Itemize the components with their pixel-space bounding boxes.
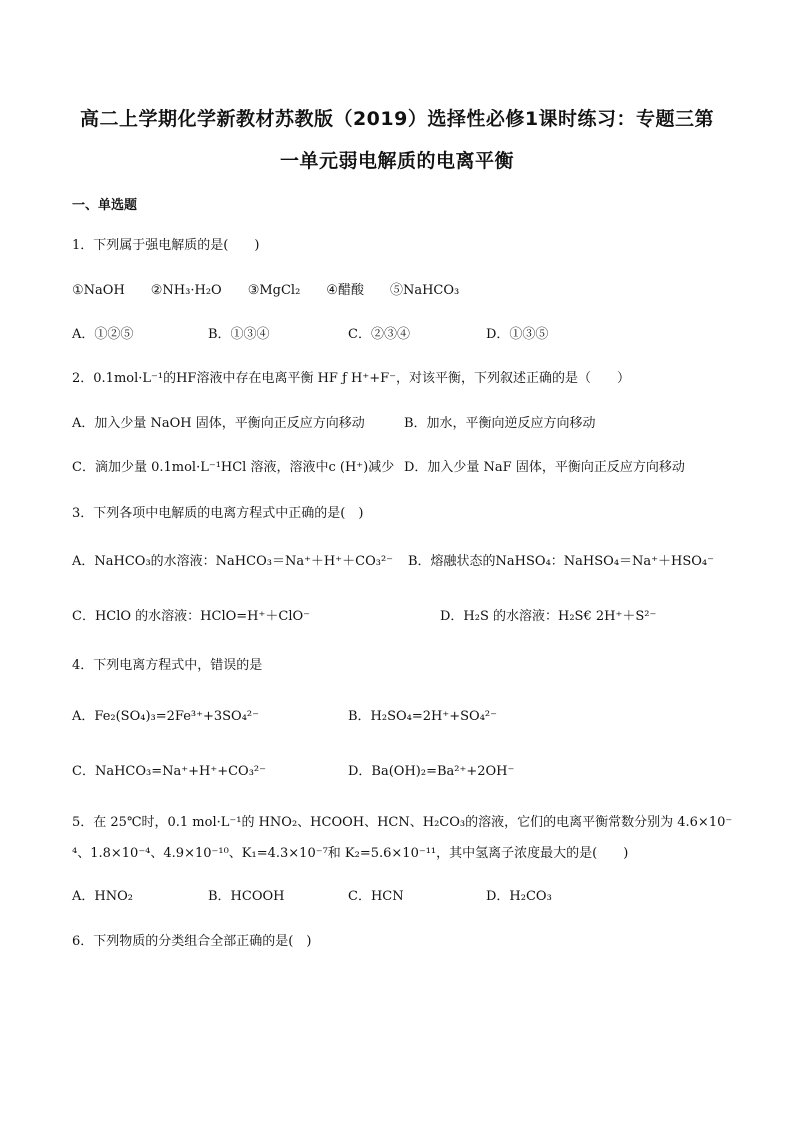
question-4-option-a: A．Fe₂(SO₄)₃=2Fe³⁺+3SO₄²⁻ <box>72 709 259 724</box>
question-3-option-d: D．H₂S 的水溶液：H₂S€ 2H⁺＋S²⁻ <box>440 609 657 624</box>
question-1-option-d: D．①③⑤ <box>486 327 549 342</box>
document-title-line-2: 一单元弱电解质的电离平衡 <box>279 150 514 172</box>
question-2-stem: 2．0.1mol·L⁻¹的HF溶液中存在电离平衡 HF ƒ H⁺+F⁻，对该平衡，下列叙述正确的是（ ） <box>72 371 630 386</box>
question-4-option-c: C．NaHCO₃=Na⁺+H⁺+CO₃²⁻ <box>72 764 266 779</box>
question-2-option-a: A．加入少量 NaOH 固体，平衡向正反应方向移动 <box>72 416 365 431</box>
question-6-stem: 6．下列物质的分类组合全部正确的是( ) <box>72 934 312 949</box>
question-2-option-b: B．加水，平衡向逆反应方向移动 <box>404 416 596 431</box>
question-5-stem-line-1: 5．在 25℃时，0.1 mol·L⁻¹的 HNO₂、HCOOH、HCN、H₂CO₃的溶液，它们的电离平衡常数分别为 4.6×10⁻ <box>72 815 733 830</box>
question-3-option-c: C．HClO 的水溶液：HClO=H⁺＋ClO⁻ <box>72 609 310 624</box>
question-5-option-b: B．HCOOH <box>208 889 285 904</box>
section-heading: 一、单选题 <box>72 198 138 213</box>
question-5-stem-line-2: ⁴、1.8×10⁻⁴、4.9×10⁻¹⁰、K₁=4.3×10⁻⁷和 K₂=5.6×10⁻¹¹，其中氢离子浓度最大的是( ) <box>72 846 629 861</box>
question-5-option-c: C．HCN <box>348 889 404 904</box>
question-1-option-a: A．①②⑤ <box>72 327 134 342</box>
question-3-option-a: A．NaHCO₃的水溶液：NaHCO₃＝Na⁺＋H⁺＋CO₃²⁻ <box>72 554 394 569</box>
question-3-stem: 3．下列各项中电解质的电离方程式中正确的是( ) <box>72 506 364 521</box>
question-1-option-c: C．②③④ <box>348 327 410 342</box>
question-1-items: ①NaOH ②NH₃·H₂O ③MgCl₂ ④醋酸 ⑤NaHCO₃ <box>72 283 460 298</box>
question-5-option-d: D．H₂CO₃ <box>486 889 552 904</box>
question-1-stem: 1．下列属于强电解质的是( ) <box>72 238 260 253</box>
question-1-option-b: B．①③④ <box>208 327 270 342</box>
question-2-option-c: C．滴加少量 0.1mol·L⁻¹HCl 溶液，溶液中c (H⁺)减少 <box>72 460 395 475</box>
question-2-option-d: D．加入少量 NaF 固体，平衡向正反应方向移动 <box>404 460 685 475</box>
question-4-option-b: B．H₂SO₄=2H⁺+SO₄²⁻ <box>348 709 497 724</box>
question-4-stem: 4．下列电离方程式中，错误的是 <box>72 658 263 673</box>
question-3-option-b: B．熔融状态的NaHSO₄：NaHSO₄＝Na⁺＋HSO₄⁻ <box>408 554 714 569</box>
question-5-option-a: A．HNO₂ <box>72 889 133 904</box>
question-4-option-d: D．Ba(OH)₂=Ba²⁺+2OH⁻ <box>348 764 515 779</box>
document-title-line-1: 高二上学期化学新教材苏教版（2019）选择性必修1课时练习：专题三第 <box>79 108 715 130</box>
